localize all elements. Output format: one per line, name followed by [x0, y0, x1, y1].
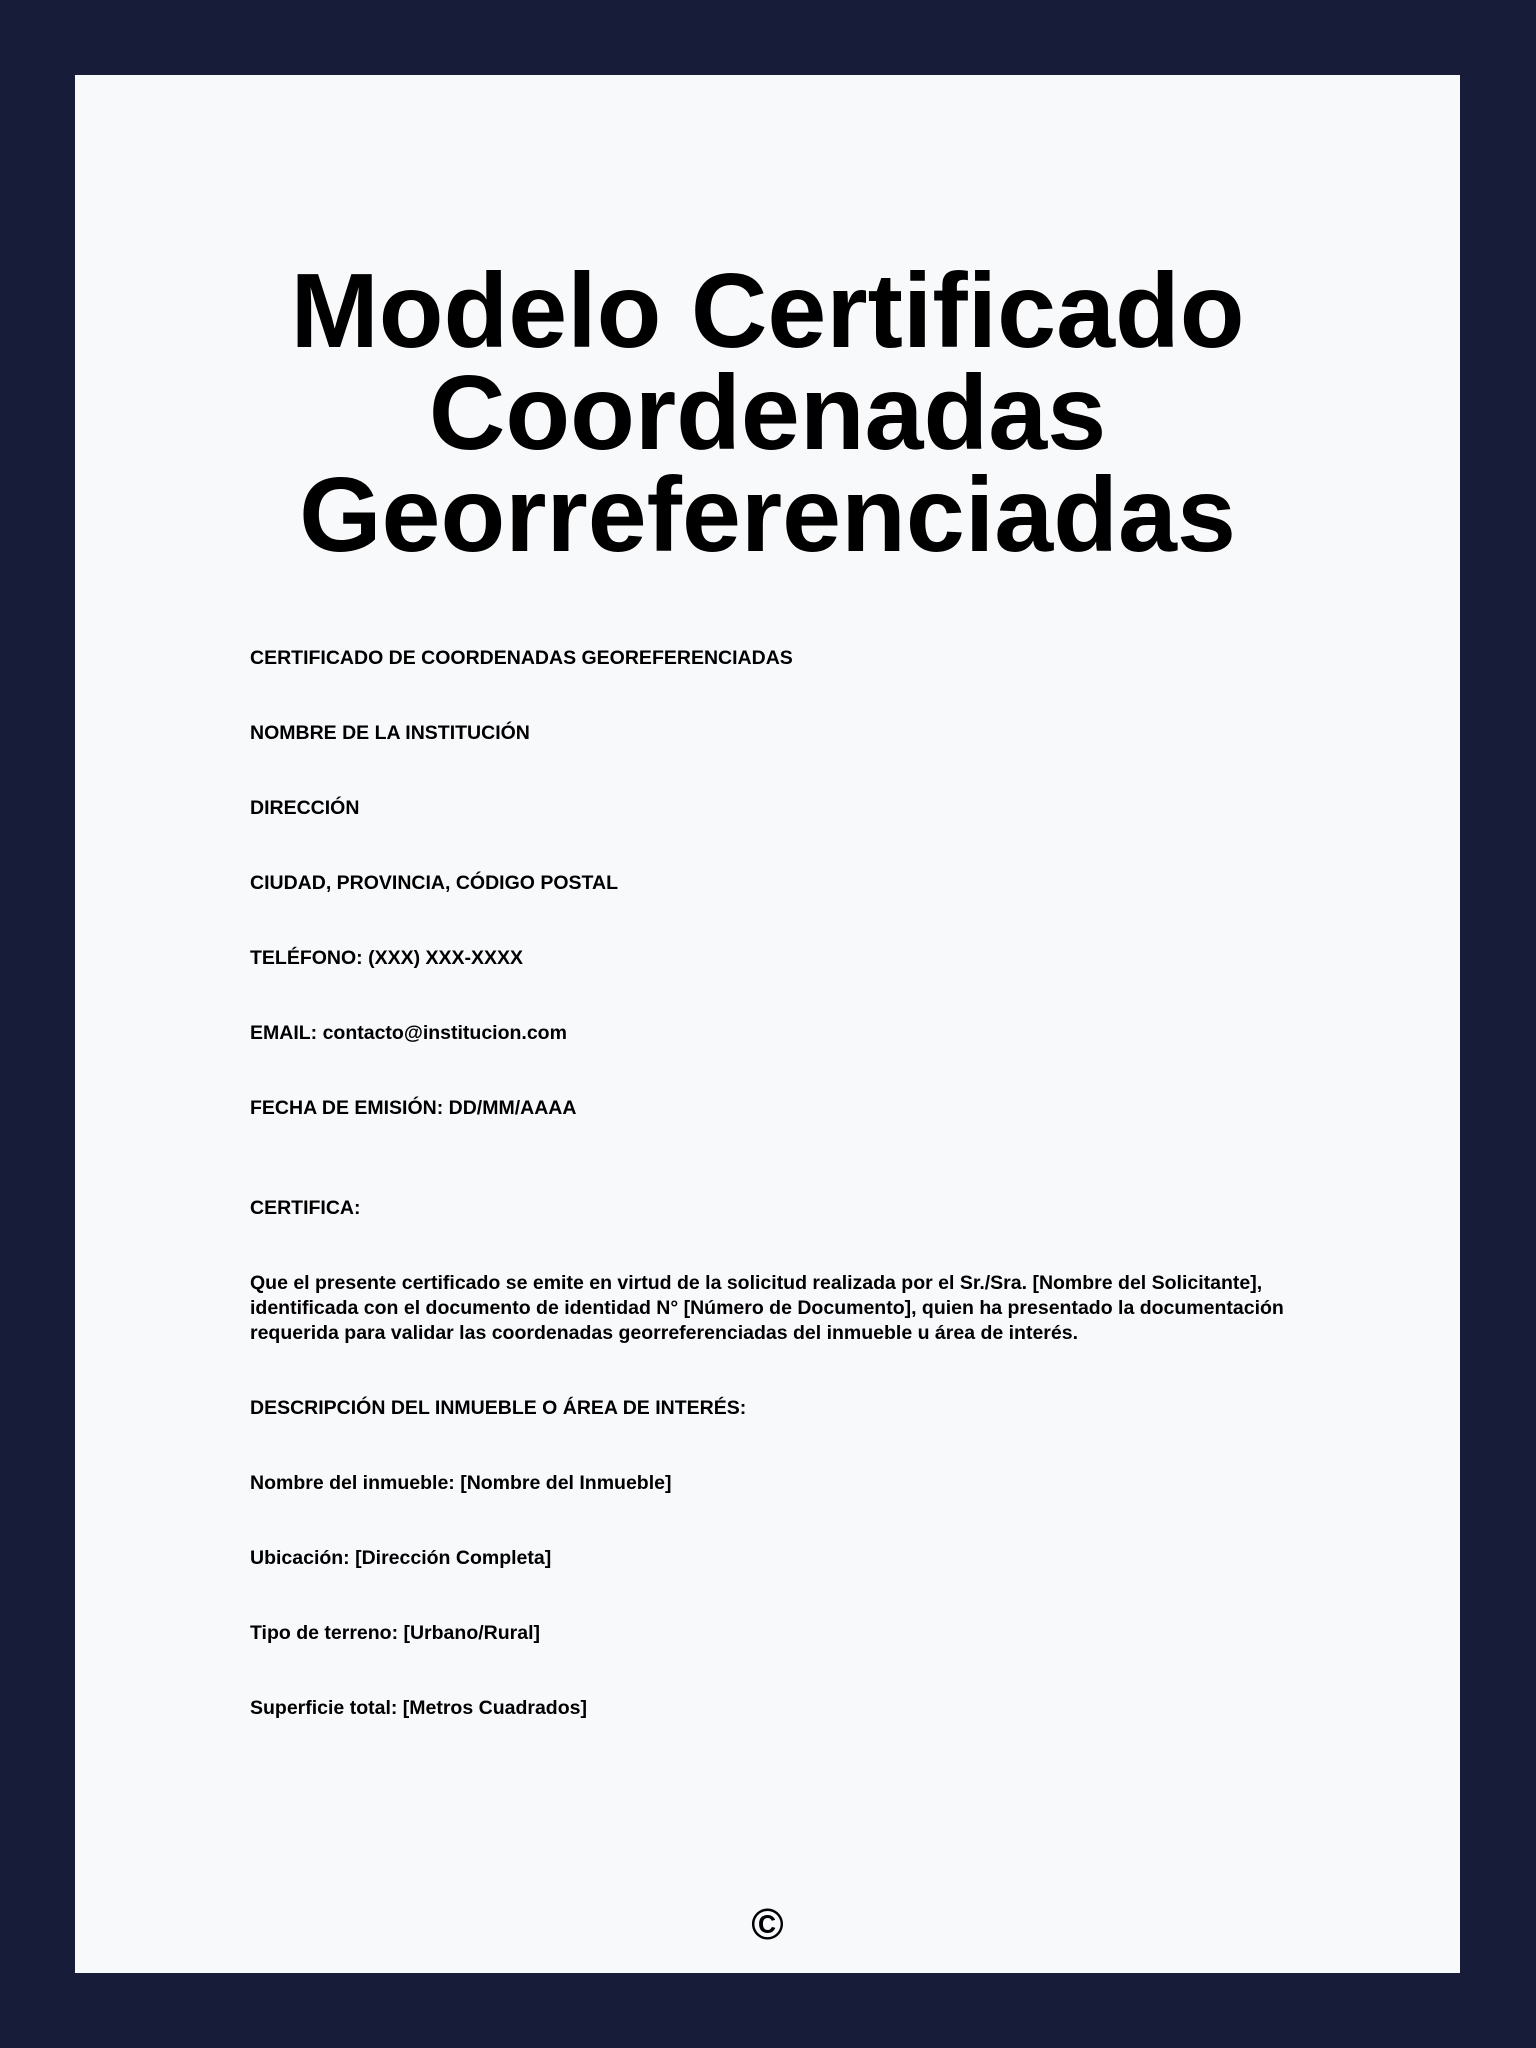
- copyright-icon: ©: [751, 1900, 784, 1949]
- page-title: [75, 252, 1460, 574]
- title-line: Coordenadas: [428, 354, 1107, 472]
- institution-city: CIUDAD, PROVINCIA, CÓDIGO POSTAL: [250, 872, 618, 894]
- title-line: Modelo Certificado: [290, 252, 1245, 370]
- property-name: Nombre del inmueble: [Nombre del Inmueble]: [250, 1472, 672, 1494]
- certificate-heading: CERTIFICADO DE COORDENADAS GEOREFERENCIADAS: [250, 647, 793, 669]
- property-location: Ubicación: [Dirección Completa]: [250, 1547, 552, 1569]
- institution-address: DIRECCIÓN: [250, 797, 360, 819]
- property-terrain: Tipo de terreno: [Urbano/Rural]: [250, 1622, 540, 1644]
- institution-phone: TELÉFONO: (XXX) XXX-XXXX: [250, 947, 524, 969]
- document-page: [75, 75, 1460, 1973]
- certificate-body: [250, 646, 1310, 1771]
- property-area: Superficie total: [Metros Cuadrados]: [250, 1697, 587, 1719]
- certifica-label: CERTIFICA:: [250, 1197, 361, 1219]
- title-line: Georreferenciadas: [299, 456, 1236, 574]
- description-heading: DESCRIPCIÓN DEL INMUEBLE O ÁREA DE INTERÉS:: [250, 1397, 747, 1419]
- institution-email: EMAIL: contacto@institucion.com: [250, 1022, 567, 1044]
- institution-name: NOMBRE DE LA INSTITUCIÓN: [250, 722, 530, 744]
- certifica-paragraph: Que el presente certificado se emite en virtud de la solicitud realizada por el Sr./Sra. [Nombre del Solicitante], identificada con el documento de identidad N° [Número de Documento], quien ha presentado la documentación requerida para validar las coordenadas georreferenciadas del inmueble u área de interés.: [250, 1272, 1284, 1344]
- issue-date: FECHA DE EMISIÓN: DD/MM/AAAA: [250, 1097, 577, 1119]
